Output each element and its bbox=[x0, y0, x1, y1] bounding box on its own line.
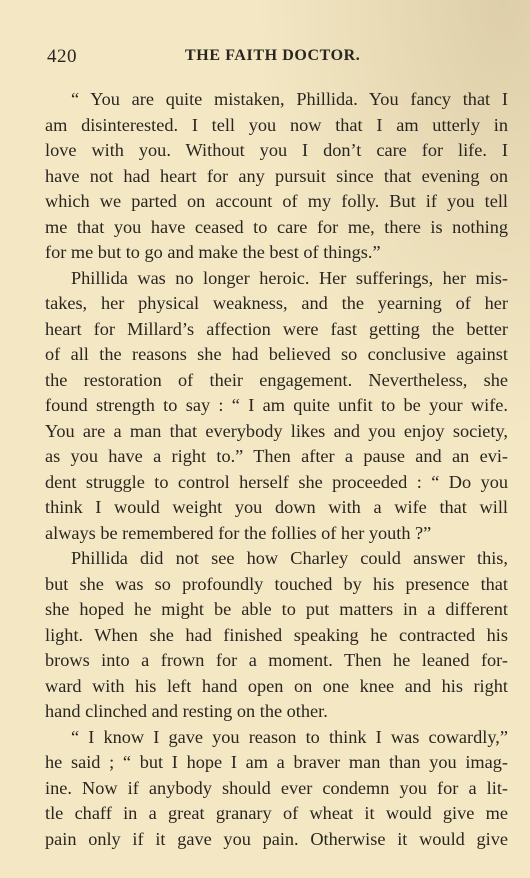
text-line: “ You are quite mistaken, Phillida. You fancy that I bbox=[71, 89, 508, 109]
page-header bbox=[47, 46, 508, 70]
text-line: think I would weight you down with a wife that will bbox=[45, 497, 508, 517]
text-line: me that you have ceased to care for me, there is nothing bbox=[45, 216, 508, 237]
text-line: found strength to say : “ I am quite unfit to be your wife. bbox=[45, 395, 508, 415]
text-line: but she was so profoundly touched by his presence that bbox=[45, 573, 508, 594]
text-line: of all the reasons she had believed so conclusive against bbox=[45, 344, 508, 364]
text-line: light. When she had finished speaking he contracted his bbox=[45, 624, 508, 645]
text-line: have not had heart for any pursuit since that evening on bbox=[45, 165, 508, 186]
body-text bbox=[45, 87, 508, 852]
text-line: as you have a right to.” Then after a pause and an evi- bbox=[45, 446, 508, 466]
text-line: am disinterested. I tell you now that I am utterly in bbox=[45, 114, 508, 135]
page-number: 420 bbox=[47, 46, 77, 67]
text-line: brows into a frown for a moment. Then he leaned for- bbox=[45, 650, 508, 670]
text-line: pain only if it gave you pain. Otherwise it would give bbox=[45, 828, 508, 849]
text-line: takes, her physical weakness, and the yearning of her bbox=[45, 293, 508, 313]
text-line: Phillida was no longer heroic. Her sufferings, her mis- bbox=[71, 267, 508, 288]
text-line: heart for Millard’s affection were fast getting the better bbox=[45, 318, 508, 339]
text-line: hand clinched and resting on the other. bbox=[45, 701, 328, 721]
text-line: he said ; “ but I hope I am a braver man than you imag- bbox=[45, 752, 508, 772]
text-line: for me but to go and make the best of things.” bbox=[45, 242, 381, 262]
text-line: the restoration of their engagement. Nevertheless, she bbox=[45, 369, 508, 390]
text-line: ward with his left hand open on one knee and his right bbox=[45, 675, 508, 696]
text-line: which we parted on account of my folly. But if you tell bbox=[45, 191, 508, 211]
text-line: ine. Now if anybody should ever condemn you for a lit- bbox=[45, 777, 508, 798]
text-line: love with you. Without you I don’t care for life. I bbox=[45, 140, 508, 160]
text-line: she hoped he might be able to put matters in a different bbox=[45, 599, 508, 619]
text-line: tle chaff in a great granary of wheat it would give me bbox=[45, 803, 508, 823]
text-line: Phillida did not see how Charley could answer this, bbox=[71, 548, 508, 568]
text-line: “ I know I gave you reason to think I was cowardly,” bbox=[71, 726, 508, 747]
running-head: THE FAITH DOCTOR. bbox=[185, 47, 361, 64]
text-line: always be remembered for the follies of her youth ?” bbox=[45, 522, 432, 543]
text-line: dent struggle to control herself she proceeded : “ Do you bbox=[45, 471, 508, 492]
text-line: You are a man that everybody likes and you enjoy society, bbox=[45, 420, 508, 441]
